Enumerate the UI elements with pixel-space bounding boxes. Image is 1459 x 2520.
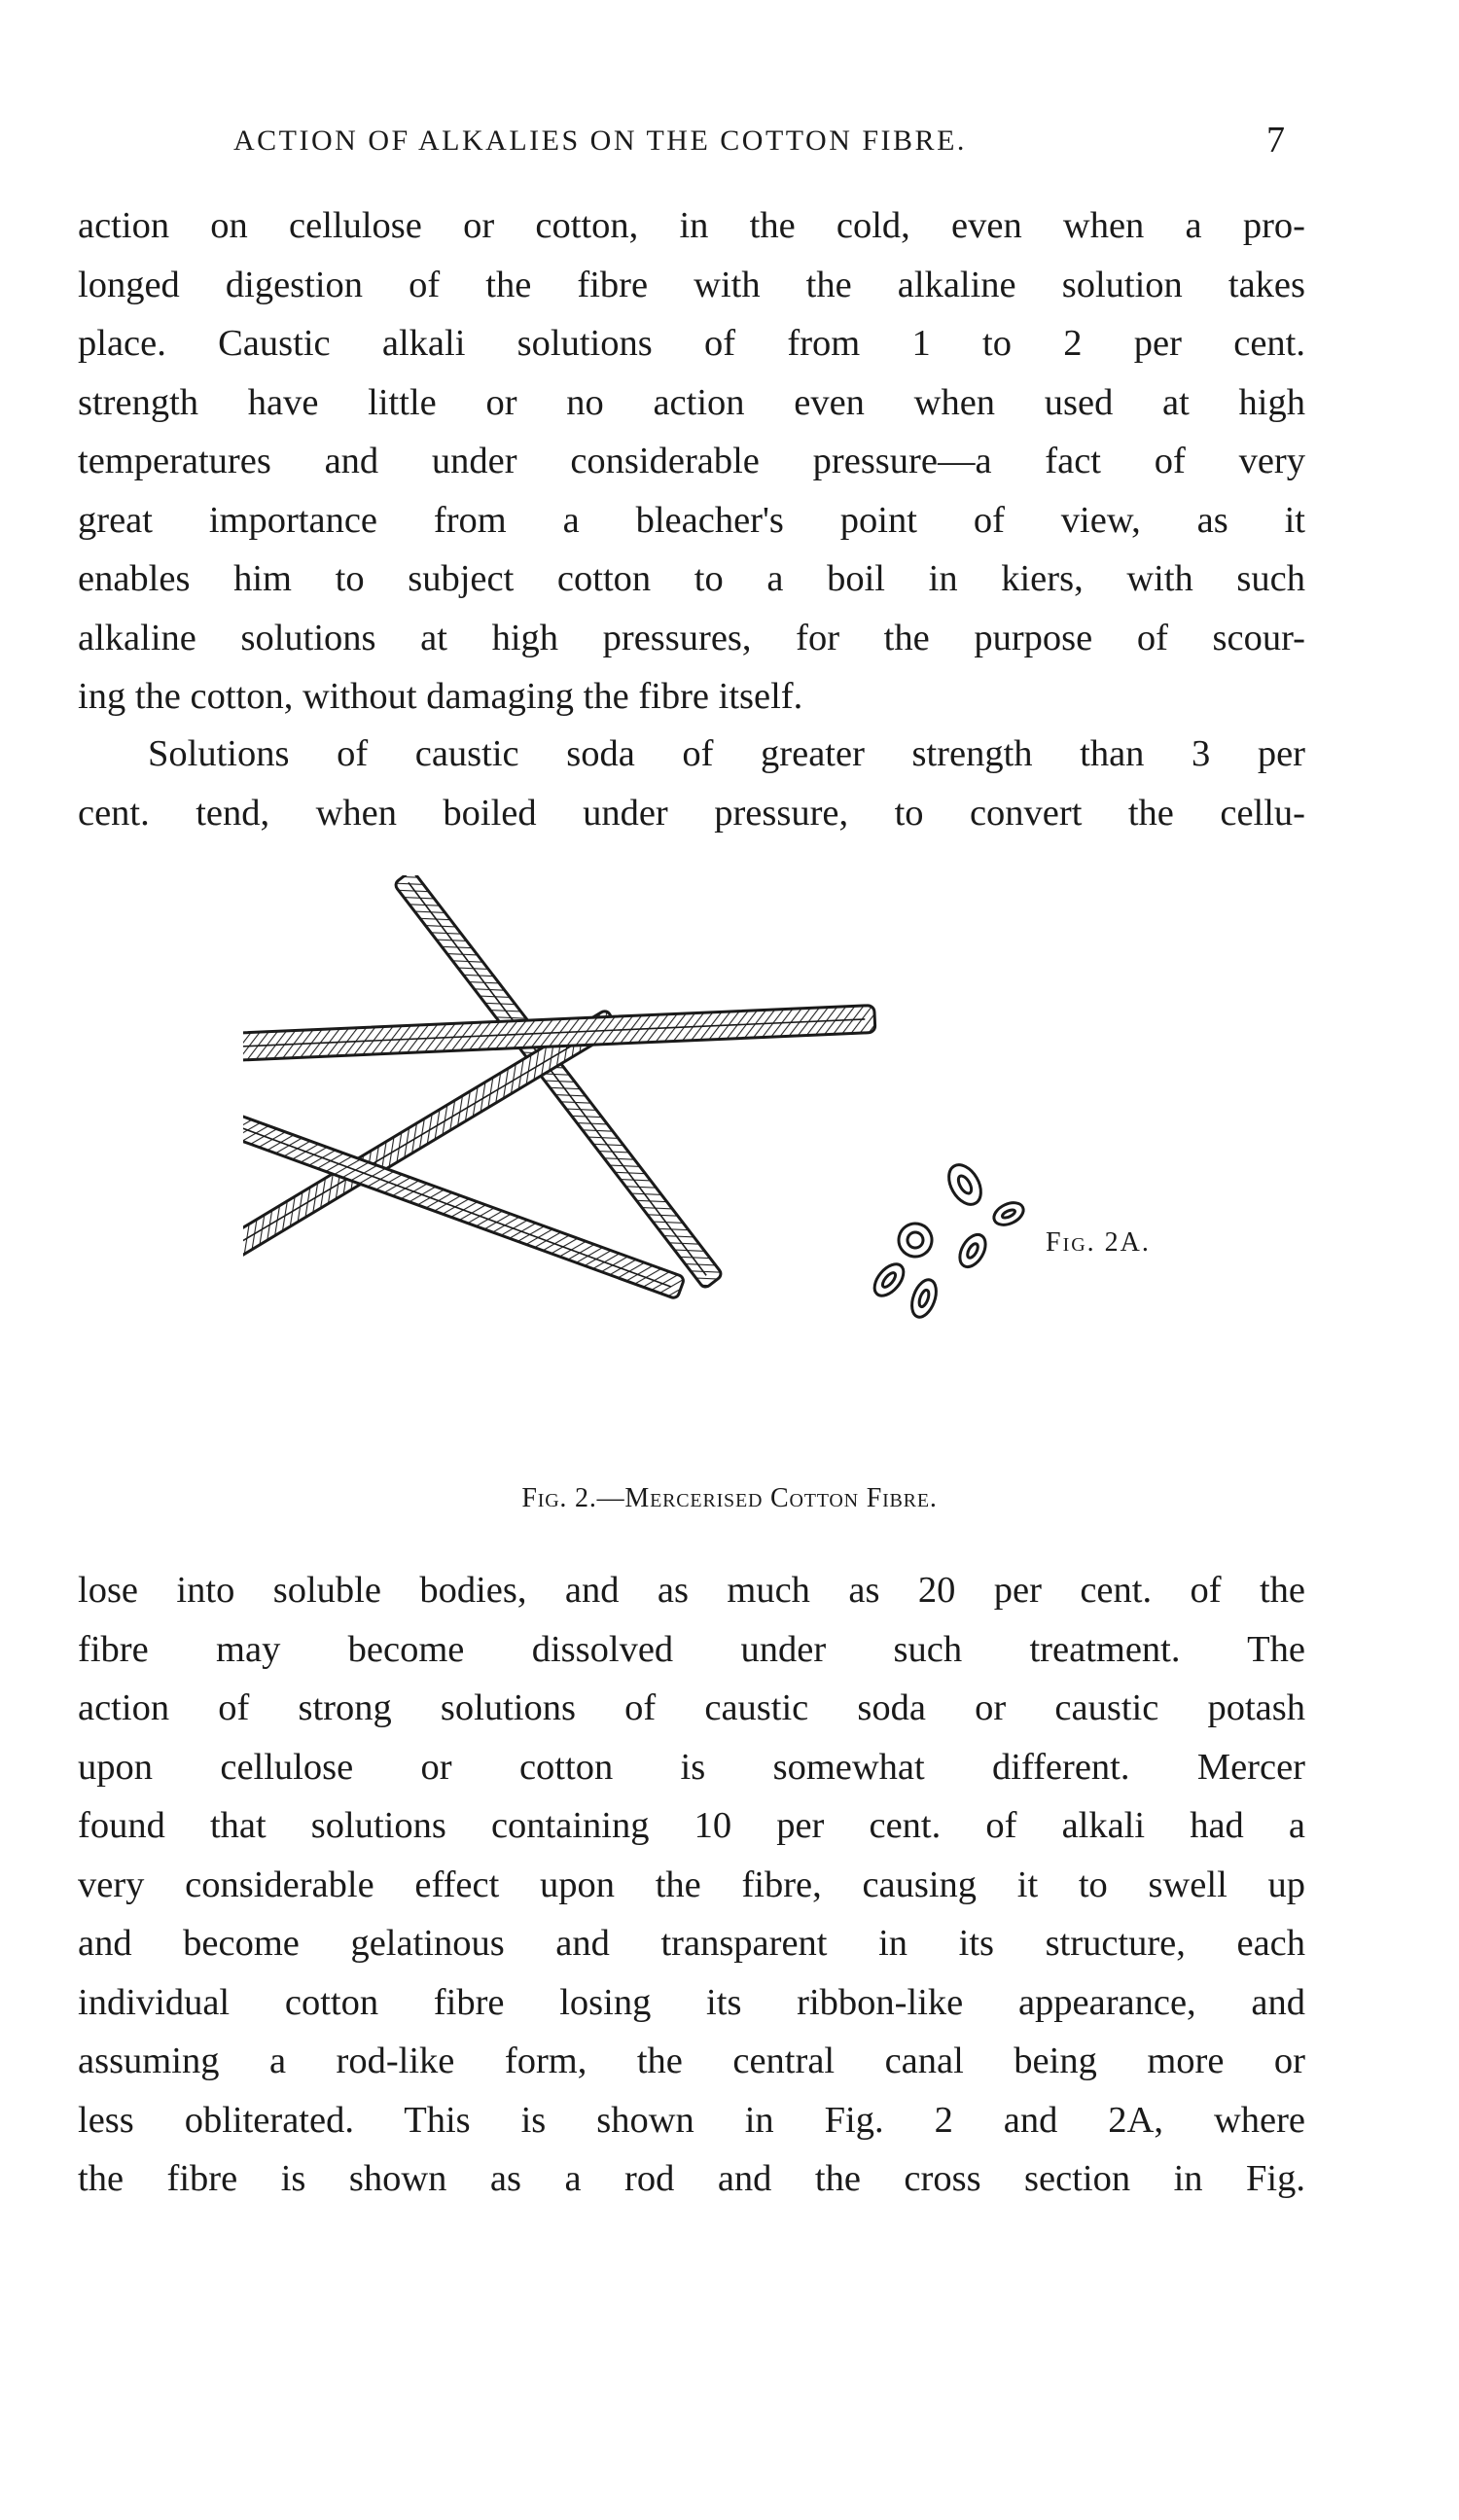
running-header	[0, 120, 1459, 163]
fibre-cross-section	[990, 1198, 1026, 1229]
text-line: ing the cotton, without damaging the fibre itself.	[78, 676, 803, 717]
text-line: very considerable effect upon the fibre, causing it to swell up	[78, 1863, 1305, 1905]
figure-2-illustration	[243, 875, 1216, 1459]
running-title: ACTION OF ALKALIES ON THE COTTON FIBRE.	[233, 124, 967, 157]
figure-2a-label: Fig. 2A.	[1046, 1227, 1151, 1258]
figure-caption: Fig. 2.—Mercerised Cotton Fibre.	[521, 1483, 938, 1513]
text-line: longed digestion of the fibre with the alkaline solution takes	[78, 264, 1305, 305]
text-line: action of strong solutions of caustic soda or caustic potash	[78, 1687, 1305, 1728]
fibre-cross-section	[907, 1276, 941, 1320]
text-line: enables him to subject cotton to a boil in kiers, with such	[78, 558, 1305, 599]
paragraph-2	[78, 725, 1305, 842]
text-line: fibre may become dissolved under such treatment. The	[78, 1628, 1305, 1670]
fibre-cross-section	[943, 1159, 987, 1210]
text-line: great importance from a bleacher's point of view, as it	[78, 499, 1305, 541]
text-line: upon cellulose or cotton is somewhat different. Mercer	[78, 1746, 1305, 1788]
text-line: found that solutions containing 10 per cent. of alkali had a	[78, 1805, 1305, 1846]
fibre-rod	[394, 875, 724, 1289]
text-line: temperatures and under considerable pressure—a fact of very	[78, 441, 1305, 481]
paragraph-1	[78, 196, 1305, 727]
text-line: the fibre is shown as a rod and the cross section in Fig.	[78, 2158, 1305, 2199]
text-line: alkaline solutions at high pressures, for the purpose of scour-	[78, 617, 1305, 658]
page-number: 7	[1266, 120, 1285, 160]
paragraph-3	[78, 1561, 1305, 2209]
text-line: lose into soluble bodies, and as much as 20 per cent. of the	[78, 1570, 1305, 1611]
text-line: less obliterated. This is shown in Fig. 2 and 2A, where	[78, 2099, 1305, 2141]
fibre-cross-section	[896, 1221, 934, 1259]
text-line: place. Caustic alkali solutions of from 1 to 2 per cent.	[78, 323, 1305, 364]
text-line: action on cellulose or cotton, in the cold, even when a pro-	[78, 205, 1305, 246]
text-line: cent. tend, when boiled under pressure, to convert the cellu-	[78, 792, 1305, 834]
text-line: Solutions of caustic soda of greater strength than 3 per	[148, 733, 1305, 774]
text-line: and become gelatinous and transparent in its structure, each	[78, 1923, 1305, 1964]
text-line: strength have little or no action even when used at high	[78, 381, 1305, 423]
fibre-cross-section	[954, 1230, 990, 1271]
text-line: individual cotton fibre losing its ribbon-like appearance, and	[78, 1981, 1305, 2023]
text-line: assuming a rod-like form, the central canal being more or	[78, 2041, 1305, 2081]
fibre-cross-section	[869, 1259, 908, 1300]
